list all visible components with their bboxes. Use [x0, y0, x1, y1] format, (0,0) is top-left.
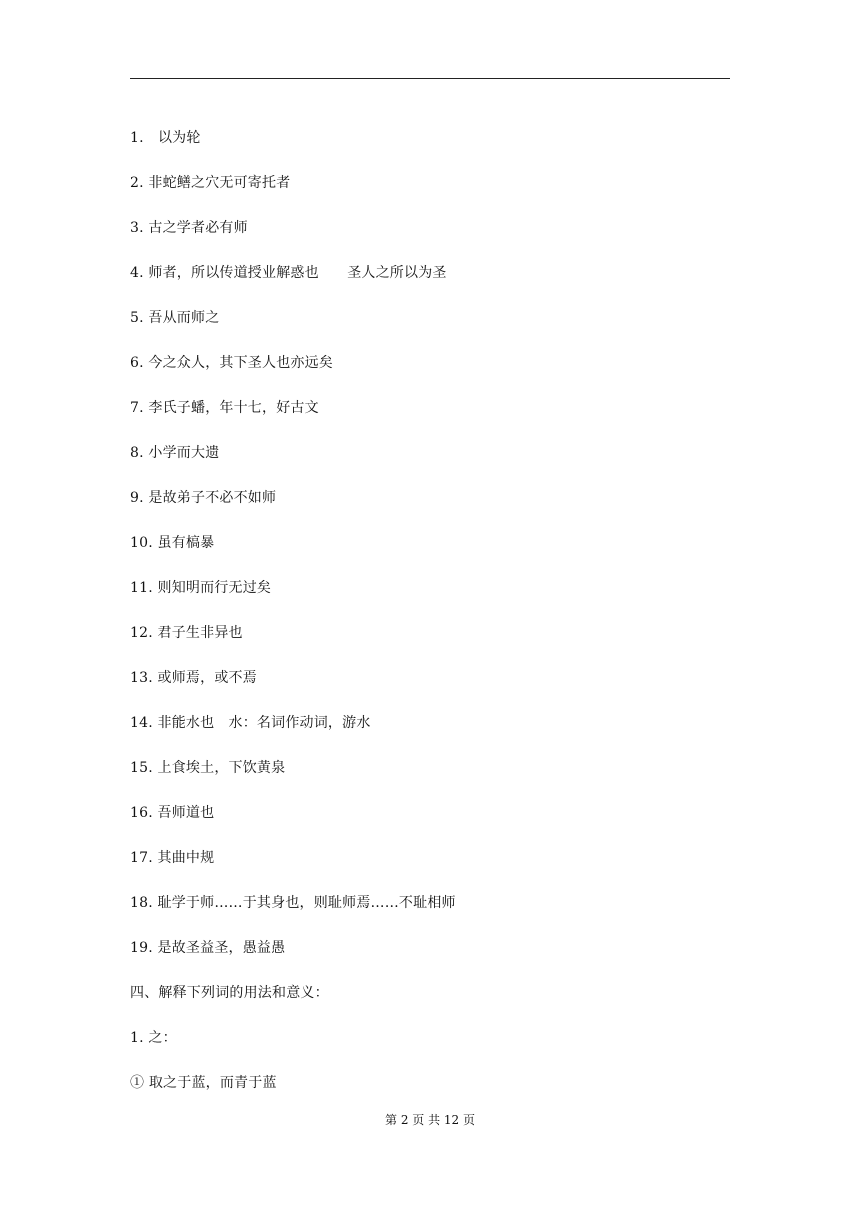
text-line: 17. 其曲中规 — [130, 850, 215, 866]
text-line: 8. 小学而大遗 — [130, 445, 220, 461]
text-line: 16. 吾师道也 — [130, 805, 215, 821]
text-line: 18. 耻学于师……于其身也，则耻师焉……不耻相师 — [130, 895, 456, 911]
text-line: 5. 吾从而师之 — [130, 310, 220, 326]
section-heading: 四、解释下列词的用法和意义： — [130, 985, 329, 1001]
document-body — [130, 124, 730, 1114]
text-line: 4. 师者，所以传道授业解惑也 圣人之所以为圣 — [130, 265, 447, 281]
text-line: 15. 上食埃土，下饮黄泉 — [130, 760, 286, 776]
text-line: 14. 非能水也 水：名词作动词，游水 — [130, 715, 371, 731]
text-line: 19. 是故圣益圣，愚益愚 — [130, 940, 286, 956]
text-line: 1. 之： — [130, 1030, 177, 1046]
text-line: ① 取之于蓝，而青于蓝 — [130, 1075, 277, 1091]
text-line: 1. 以为轮 — [130, 130, 201, 146]
text-line: 7. 李氏子蟠，年十七，好古文 — [130, 400, 319, 416]
text-line: 13. 或师焉，或不焉 — [130, 670, 257, 686]
header-rule — [130, 78, 730, 79]
text-line: 12. 君子生非异也 — [130, 625, 243, 641]
text-line: 3. 古之学者必有师 — [130, 220, 248, 236]
text-line: 11. 则知明而行无过矣 — [130, 580, 272, 596]
text-line: 6. 今之众人，其下圣人也亦远矣 — [130, 355, 334, 371]
page-footer: 第 2 页 共 12 页 — [385, 1113, 475, 1127]
text-line: 9. 是故弟子不必不如师 — [130, 490, 277, 506]
text-line: 10. 虽有槁暴 — [130, 535, 215, 551]
text-line: 2. 非蛇鳝之穴无可寄托者 — [130, 175, 291, 191]
